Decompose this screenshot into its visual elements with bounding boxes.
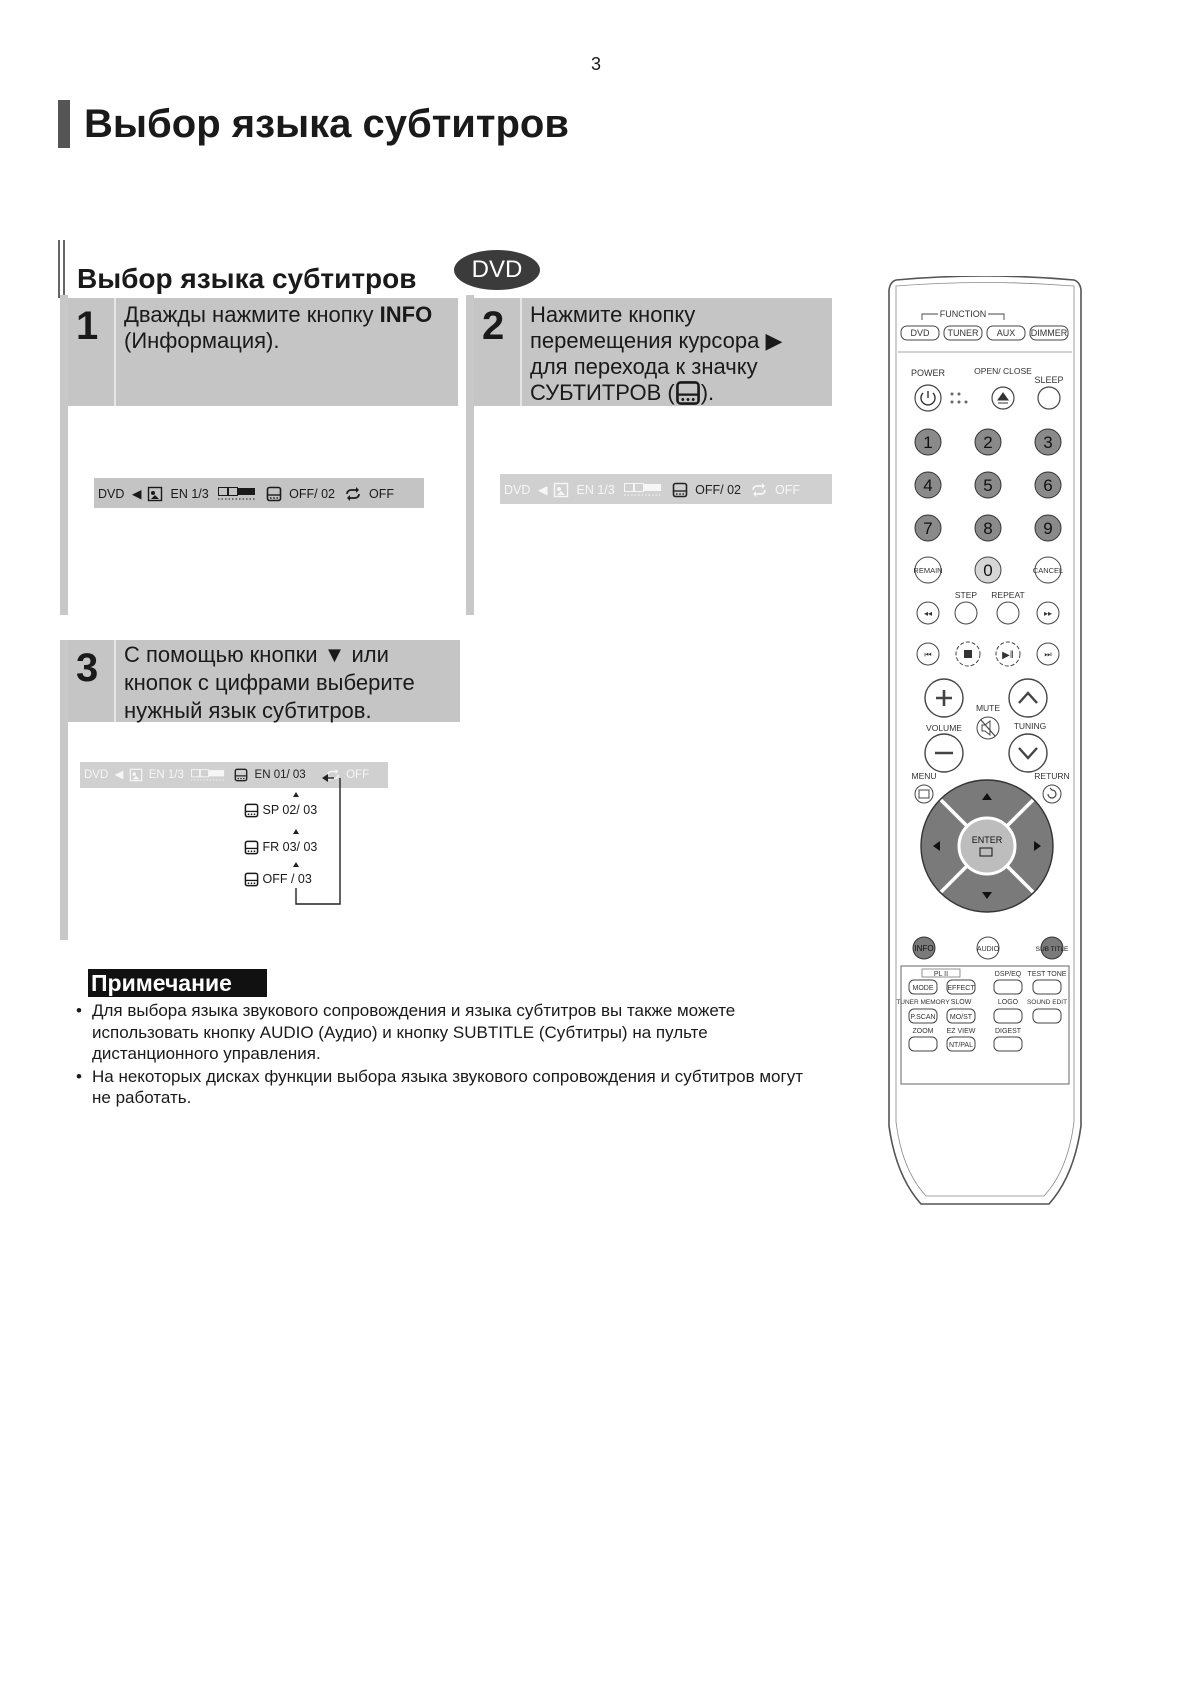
subtitle-icon [672, 482, 688, 498]
arrow-down-icon [293, 829, 299, 834]
svg-text:9: 9 [1043, 519, 1053, 538]
dolby-digital-icon [624, 483, 662, 497]
audio-icon [129, 768, 143, 782]
dolby-digital-icon [191, 769, 225, 782]
osd-repeat: OFF [774, 482, 800, 497]
volume-label: VOLUME [926, 723, 962, 733]
remote-body [889, 276, 1081, 1204]
step-1-side-bar [60, 295, 68, 615]
return-label: RETURN [1034, 771, 1070, 781]
step-3-text: С помощью кнопки ▼ или кнопок с цифрами выберите нужный язык субтитров. [124, 642, 415, 723]
slow-label: SLOW [950, 999, 972, 1006]
svg-text:5: 5 [983, 476, 993, 495]
osd-bar-step2 [500, 474, 832, 504]
subtitle-option: SP 02/ 03 [244, 803, 317, 818]
svg-text:4: 4 [923, 476, 933, 495]
osd-source: DVD [504, 482, 531, 497]
arrow-down-icon [293, 792, 299, 797]
dsp-eq-label: DSP/EQ [994, 971, 1022, 978]
osd-subtitle: OFF/ 02 [695, 482, 741, 497]
logo-label: LOGO [997, 999, 1019, 1006]
cancel-label: CANCEL [1032, 566, 1064, 575]
step-2-number: 2 [482, 304, 505, 348]
note-item: • Для выбора языка звукового сопровождения и языка субтитров вы также можете использовать кнопку AUDIO (Аудио) и кнопку SUBTITLE (Субтитры) на пульте дистанционного управления. [76, 1000, 816, 1065]
info-label: INFO [914, 944, 934, 953]
subtitle-icon [244, 840, 259, 855]
subtitle-option: OFF / 03 [244, 872, 312, 887]
section-title: Выбор языка субтитров [58, 240, 416, 298]
dimmer-button-label: DIMMER [1030, 328, 1068, 338]
remain-label: REMAIN [913, 566, 943, 575]
repeat-label: REPEAT [991, 590, 1025, 600]
step-2 [474, 298, 832, 406]
osd-source: DVD [84, 769, 109, 781]
osd-source: DVD [98, 486, 125, 501]
enter-label: ENTER [971, 835, 1003, 845]
step-3-number: 3 [76, 646, 99, 690]
info-key-label: INFO [379, 302, 433, 327]
mo-st-button: MO/ST [949, 1014, 973, 1021]
osd-subtitle-selected: EN 01/ 03 [254, 769, 306, 781]
repeat-icon [750, 482, 768, 498]
osd-repeat: OFF [368, 486, 394, 501]
digest-label: DIGEST [994, 1028, 1022, 1035]
menu-label: MENU [911, 771, 937, 781]
step-1-text: Дважды нажмите кнопку INFO (Информация). [124, 302, 433, 353]
osd-audio: EN 1/3 [148, 769, 184, 781]
aux-button-label: AUX [996, 328, 1016, 338]
remote-control [884, 276, 1086, 1208]
sleep-label: SLEEP [1034, 375, 1064, 385]
subtitle-icon [675, 380, 701, 406]
dolby-digital-icon [218, 487, 256, 501]
audio-label: AUDIO [976, 946, 1000, 953]
page-number: 3 [590, 54, 601, 74]
audio-icon [553, 482, 569, 498]
tuner-button-label: TUNER [947, 328, 979, 338]
tuner-memory-label: TUNER MEMORY [896, 999, 950, 1006]
arrow-down-icon [293, 862, 299, 867]
step-2-side-bar [466, 295, 474, 615]
stop-icon [964, 650, 972, 658]
svg-text:1: 1 [923, 433, 933, 452]
subtitle-icon [244, 803, 259, 818]
nt-pal-button: NT/PAL [949, 1042, 973, 1049]
pl2-label: PL II [933, 971, 949, 978]
skip-forward-icon: ⏭ [1044, 650, 1052, 659]
function-label: FUNCTION [939, 309, 987, 319]
subtitle-label: SUB TITLE [1035, 946, 1069, 953]
audio-icon [147, 486, 163, 502]
zoom-label: ZOOM [912, 1028, 934, 1035]
test-tone-label: TEST TONE [1027, 971, 1067, 978]
subtitle-option: FR 03/ 03 [244, 840, 317, 855]
p-scan-button: P.SCAN [910, 1014, 936, 1021]
enter-button [959, 818, 1015, 874]
svg-text:8: 8 [983, 519, 993, 538]
step-label: STEP [954, 590, 978, 600]
svg-text:3: 3 [1043, 433, 1053, 452]
note-item: • На некоторых дисках функции выбора языка звукового сопровождения и субтитров могут не работать. [76, 1066, 816, 1109]
step-3 [68, 640, 460, 722]
svg-text:0: 0 [983, 561, 993, 580]
repeat-icon [344, 486, 362, 502]
play-pause-icon: ▶ǁ [1002, 650, 1014, 661]
arrow-left-icon: ◀ [131, 486, 142, 501]
power-label: POWER [910, 368, 946, 378]
svg-text:6: 6 [1043, 476, 1053, 495]
fast-forward-icon: ▸▸ [1043, 609, 1053, 618]
arrow-left-icon: ◀ [537, 482, 548, 497]
mute-label: MUTE [975, 703, 1001, 713]
svg-text:2: 2 [983, 433, 993, 452]
sound-edit-label: SOUND EDIT [1026, 999, 1068, 1006]
step-2-text: Нажмите кнопку перемещения курсора ▶ для перехода к значку СУБТИТРОВ ( ). [530, 302, 783, 405]
arrow-left-icon: ◀ [114, 769, 124, 781]
osd-subtitle: OFF/ 02 [289, 486, 335, 501]
osd-audio: EN 1/3 [576, 482, 615, 497]
step-divider [114, 640, 116, 722]
step-1-number: 1 [76, 304, 99, 348]
page-title: Выбор языка субтитров [58, 100, 569, 148]
dvd-button-label: DVD [910, 328, 930, 338]
step-3-side-bar [60, 640, 68, 940]
mode-button: MODE [912, 985, 934, 992]
dvd-badge: DVD [454, 250, 540, 290]
rewind-icon: ◂◂ [923, 609, 933, 618]
svg-text:7: 7 [923, 519, 933, 538]
osd-repeat: OFF [346, 769, 370, 781]
effect-button: EFFECT [947, 985, 975, 992]
osd-audio: EN 1/3 [170, 486, 209, 501]
subtitle-icon [266, 486, 282, 502]
osd-bar-step1 [94, 478, 424, 508]
note-label: Примечание [88, 969, 267, 997]
open-close-label: OPEN/ CLOSE [974, 366, 1032, 376]
ez-view-label: EZ VIEW [946, 1028, 976, 1035]
subtitle-icon [244, 872, 259, 887]
step-1 [68, 298, 458, 406]
skip-back-icon: ⏮ [924, 650, 932, 659]
tuning-label: TUNING [1013, 721, 1047, 731]
step-divider [520, 298, 522, 406]
note-list [76, 1000, 816, 1109]
step-divider [114, 298, 116, 406]
